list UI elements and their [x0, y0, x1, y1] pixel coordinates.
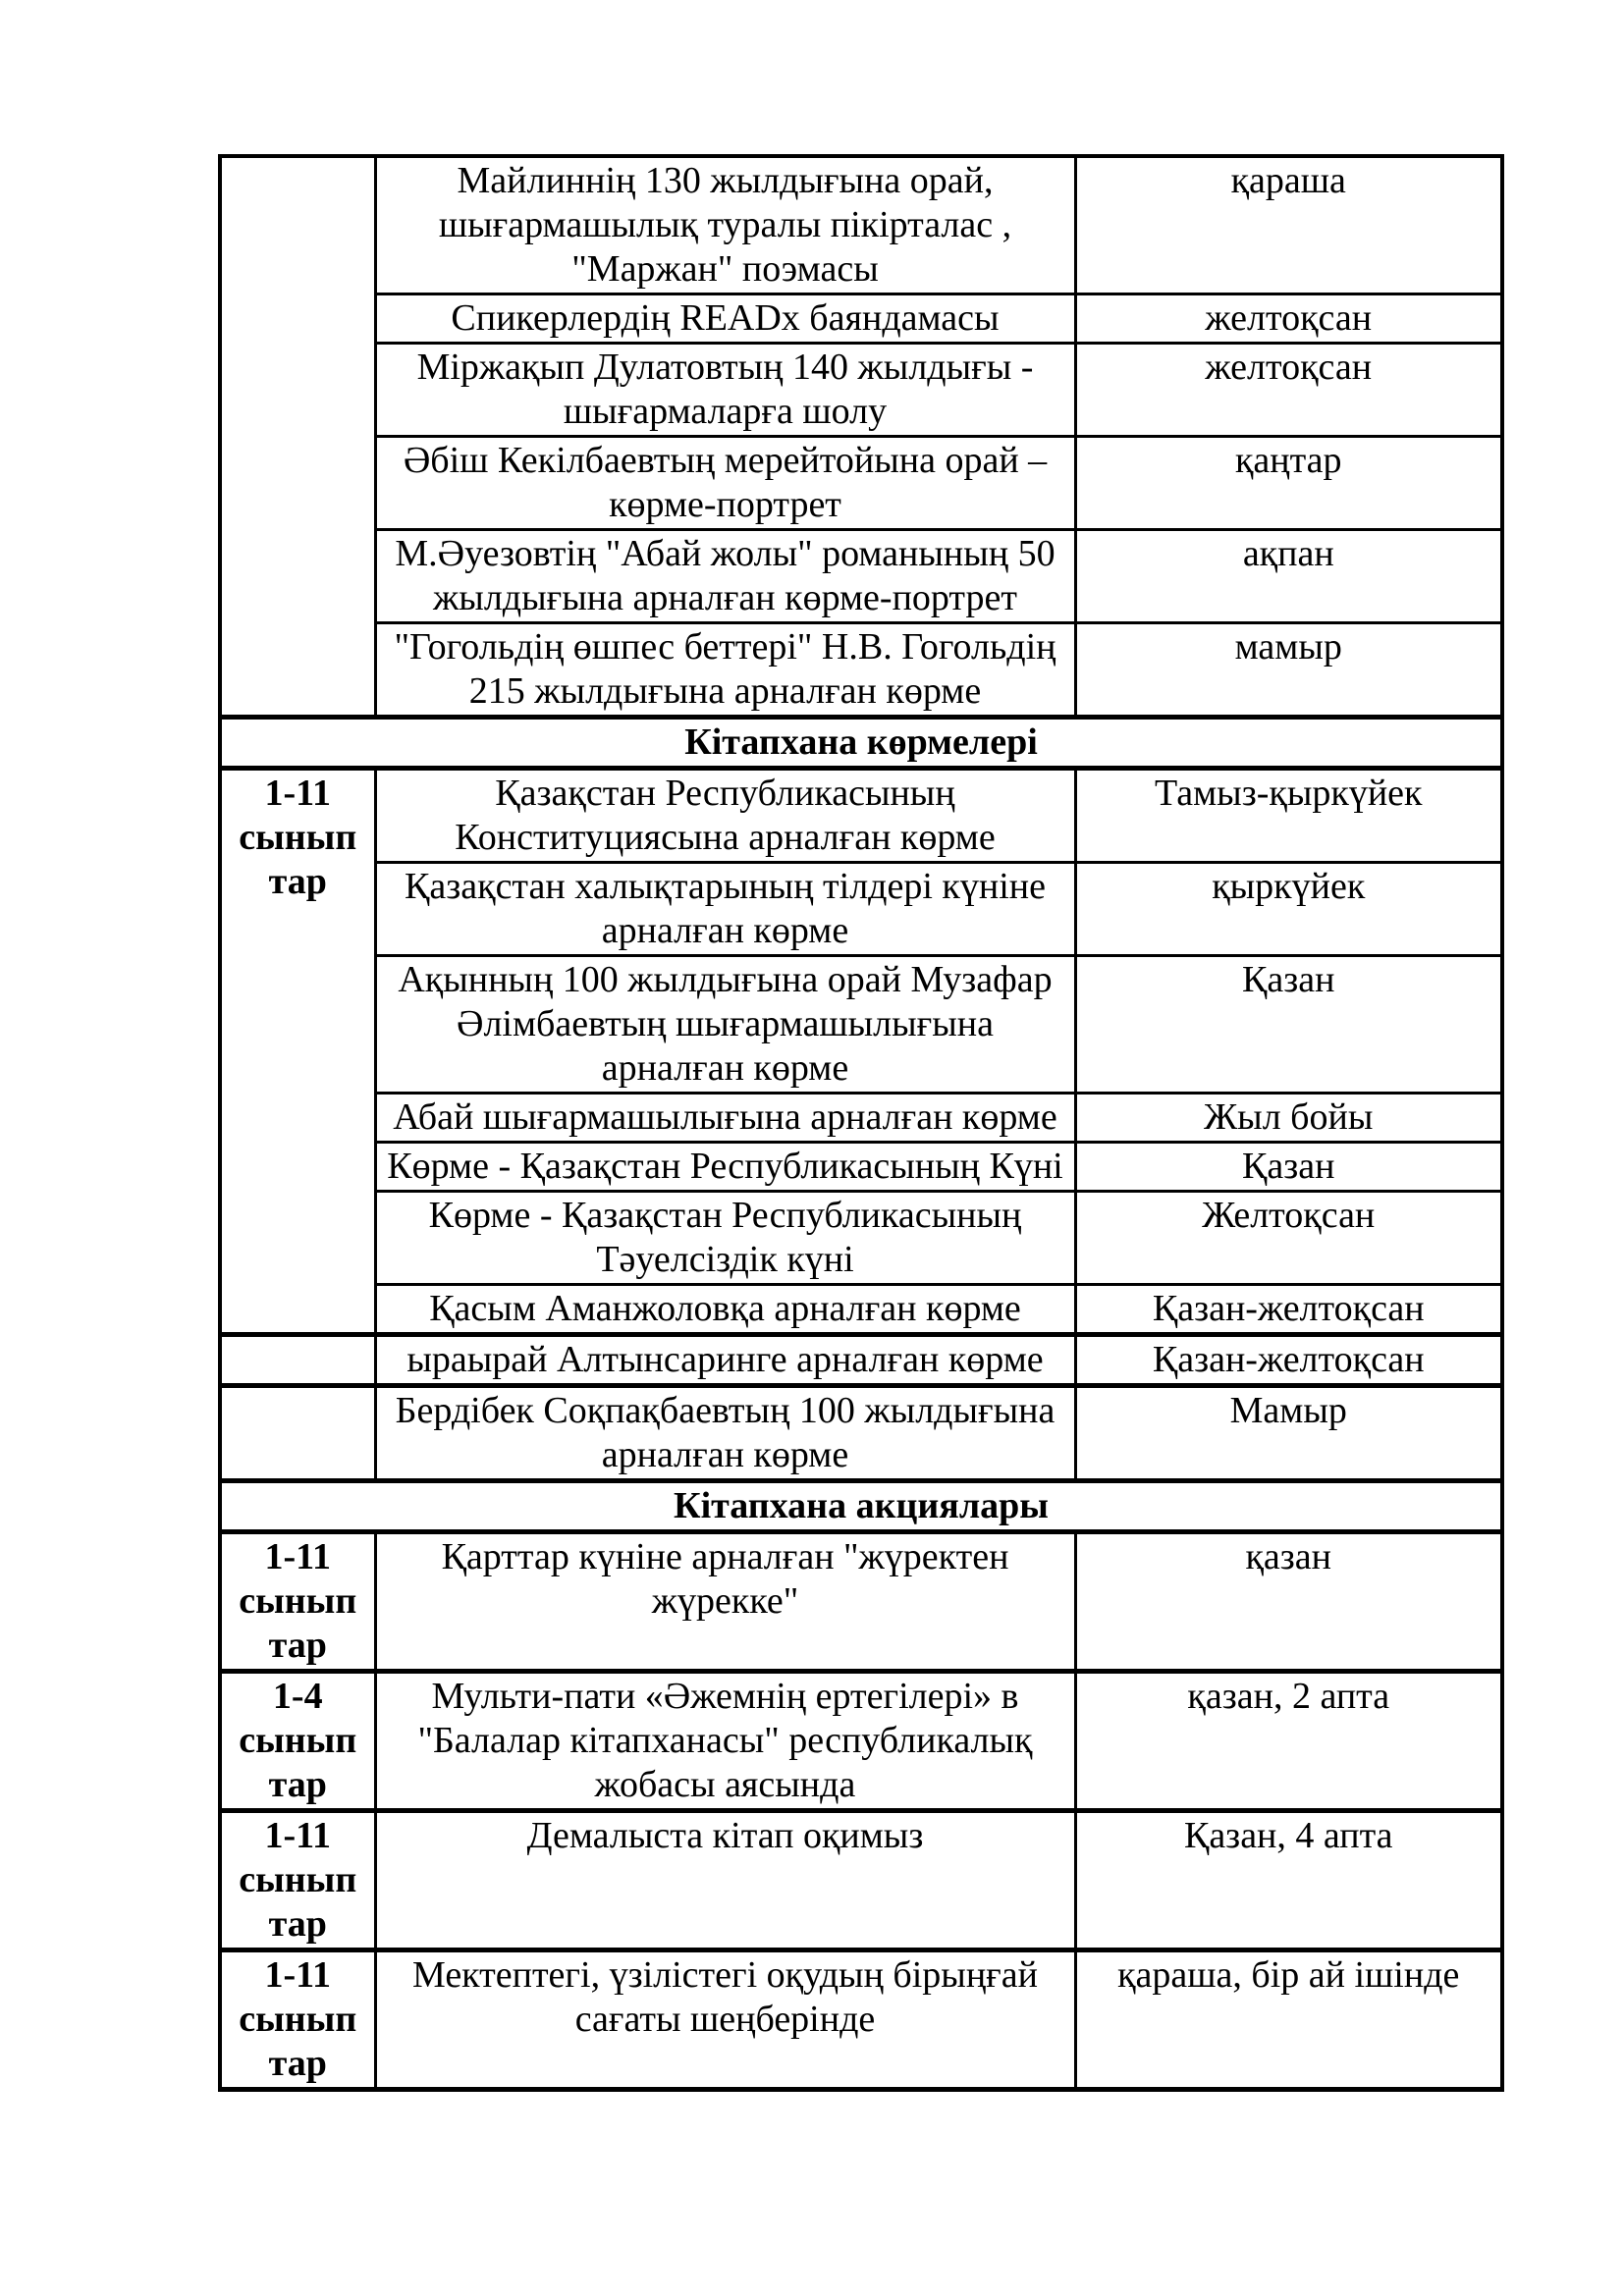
table-row: [220, 1532, 1502, 1672]
table-row: [220, 863, 1502, 956]
activity-cell: Абай шығармашылығына арналған көрме: [375, 1094, 1075, 1143]
section-header-title: Кітапхана көрмелері: [220, 718, 1502, 769]
grade-cell: 1-11 сынып тар: [220, 1532, 375, 1672]
period-cell: Желтоқсан: [1075, 1192, 1502, 1285]
table-row: [220, 1335, 1502, 1386]
period-cell: қыркүйек: [1075, 863, 1502, 956]
period-cell: қазан: [1075, 1532, 1502, 1672]
activity-cell: Мульти-пати «Әжемнің ертегілері» в "Балалар кітапханасы" республикалық жобасы аясында: [375, 1672, 1075, 1811]
table-row: [220, 530, 1502, 623]
section-header-title: Кітапхана акциялары: [220, 1481, 1502, 1532]
grade-cell: [220, 1335, 375, 1386]
activity-cell: Қазақстан халықтарының тілдері күніне арналған көрме: [375, 863, 1075, 956]
activity-cell: Демалыста кітап оқимыз: [375, 1811, 1075, 1950]
activity-cell: ыраырай Алтынсаринге арналған көрме: [375, 1335, 1075, 1386]
table-row: [220, 1192, 1502, 1285]
table-row: [220, 156, 1502, 294]
activity-cell: Әбіш Кекілбаевтың мерейтойына орай – көрме-портрет: [375, 437, 1075, 530]
activity-cell: Майлиннің 130 жылдығына орай, шығармашылық туралы пікірталас , "Маржан" поэмасы: [375, 156, 1075, 294]
activity-cell: М.Әуезовтің "Абай жолы" романының 50 жылдығына арналған көрме-портрет: [375, 530, 1075, 623]
activity-cell: Қарттар күніне арналған "жүректен жүрекке": [375, 1532, 1075, 1672]
table-row: [220, 1143, 1502, 1192]
grade-cell: [220, 1386, 375, 1481]
table-row: [220, 769, 1502, 863]
grade-cell: 1-4 сынып тар: [220, 1672, 375, 1811]
period-cell: қараша: [1075, 156, 1502, 294]
period-cell: Мамыр: [1075, 1386, 1502, 1481]
activity-cell: Міржақып Дулатовтың 140 жылдығы - шығармаларға шолу: [375, 344, 1075, 437]
period-cell: қаңтар: [1075, 437, 1502, 530]
table-row: [220, 1094, 1502, 1143]
table-row: [220, 437, 1502, 530]
period-cell: Қазан, 4 апта: [1075, 1811, 1502, 1950]
activity-cell: Қазақстан Республикасының Конституциясына арналған көрме: [375, 769, 1075, 863]
table-row: [220, 1811, 1502, 1950]
table-row: [220, 344, 1502, 437]
grade-cell: [220, 156, 375, 718]
table-row: [220, 956, 1502, 1094]
period-cell: желтоқсан: [1075, 294, 1502, 344]
activity-cell: "Гогольдің өшпес беттері" Н.В. Гогольдің 215 жылдығына арналған көрме: [375, 623, 1075, 718]
activity-cell: Мектептегі, үзілістегі оқудың бірыңғай сағаты шеңберінде: [375, 1950, 1075, 2090]
period-cell: Қазан-желтоқсан: [1075, 1285, 1502, 1335]
grade-cell: 1-11 сынып тар: [220, 1950, 375, 2090]
table-row: [220, 294, 1502, 344]
activity-cell: Көрме - Қазақстан Республикасының Тәуелсіздік күні: [375, 1192, 1075, 1285]
activity-cell: Қасым Аманжоловқа арналған көрме: [375, 1285, 1075, 1335]
activity-cell: Спикерлердің READx баяндамасы: [375, 294, 1075, 344]
table-row: [220, 623, 1502, 718]
period-cell: қазан, 2 апта: [1075, 1672, 1502, 1811]
grade-cell: 1-11 сынып тар: [220, 769, 375, 1335]
table-row: [220, 1950, 1502, 2090]
period-cell: ақпан: [1075, 530, 1502, 623]
period-cell: Жыл бойы: [1075, 1094, 1502, 1143]
period-cell: Тамыз-қыркүйек: [1075, 769, 1502, 863]
table-row: [220, 1672, 1502, 1811]
period-cell: Қазан: [1075, 1143, 1502, 1192]
grade-cell: 1-11 сынып тар: [220, 1811, 375, 1950]
period-cell: Қазан-желтоқсан: [1075, 1335, 1502, 1386]
activity-cell: Бердібек Соқпақбаевтың 100 жылдығына арналған көрме: [375, 1386, 1075, 1481]
activity-cell: Ақынның 100 жылдығына орай Музафар Әлімбаевтың шығармашылығына арналған көрме: [375, 956, 1075, 1094]
schedule-table: [218, 154, 1504, 2092]
section-header-row-campaigns: [220, 1481, 1502, 1532]
table-row: [220, 1386, 1502, 1481]
period-cell: мамыр: [1075, 623, 1502, 718]
period-cell: желтоқсан: [1075, 344, 1502, 437]
period-cell: қараша, бір ай ішінде: [1075, 1950, 1502, 2090]
activity-cell: Көрме - Қазақстан Республикасының Күні: [375, 1143, 1075, 1192]
section-header-row-exhibitions: [220, 718, 1502, 769]
table-row: [220, 1285, 1502, 1335]
period-cell: Қазан: [1075, 956, 1502, 1094]
